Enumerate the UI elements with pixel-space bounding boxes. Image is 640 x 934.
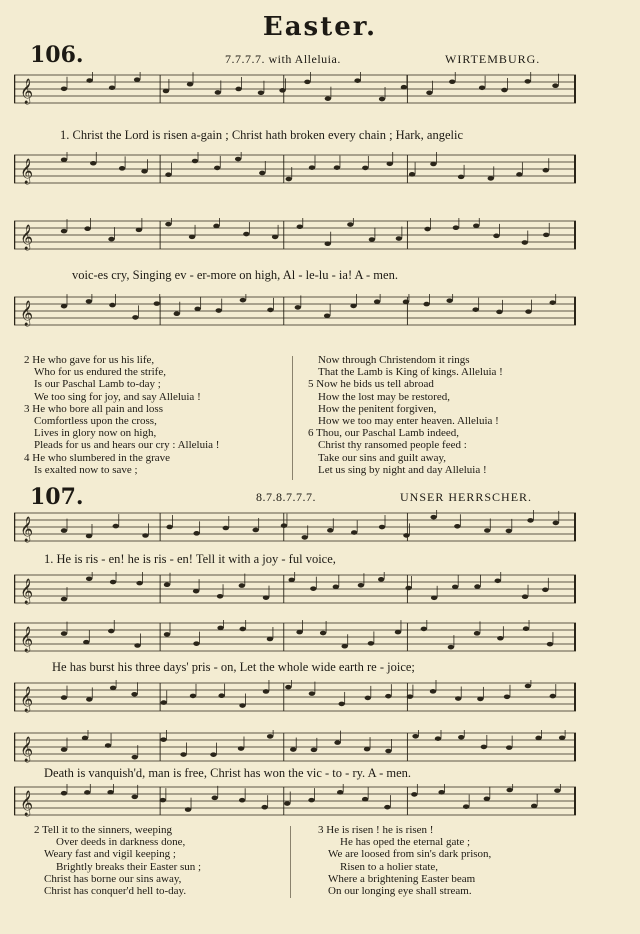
note-head [261,805,267,810]
verse-line: That the Lamb is King of kings. Alleluia ! [318,366,503,379]
verse-line: Lives in glory now on high, [34,427,157,440]
note-head [488,176,494,181]
note-head [354,78,360,83]
hymn-107-meter: 8.7.8.7.7.7. [256,490,316,504]
hymn-107-treble-staff-3 [14,730,576,764]
verse-line: Who for us endured the strife, [34,366,166,379]
verse-line: How the penitent forgiven, [318,402,437,415]
note-head [411,792,417,797]
note-head [131,692,137,697]
note-head [61,304,67,309]
note-head [358,583,364,588]
verse-line: We too sing for joy, and say Alleluia ! [34,390,201,403]
note-head [107,790,113,795]
note-head [302,535,308,540]
note-head [284,801,290,806]
note-head [327,528,333,533]
note-head [163,89,169,94]
note-head [405,586,411,591]
note-head [215,90,221,95]
verse-line: Christ thy ransomed people feed : [318,439,467,452]
verse-line: Risen to a holier state, [340,860,439,873]
clef-icon: 𝄞 [20,627,34,652]
note-head [160,737,166,742]
note-head [553,521,559,526]
note-head [84,790,90,795]
note-head [403,300,409,305]
note-head [423,302,429,307]
note-head [296,630,302,635]
note-head [501,88,507,93]
verse-line: He has oped the eternal gate ; [340,836,471,849]
note-head [531,804,537,809]
note-head [286,177,292,182]
note-head [401,85,407,90]
note-head [453,225,459,230]
note-head [542,588,548,593]
note-head [193,641,199,646]
note-head [238,746,244,751]
note-head [288,578,294,583]
hymn-106-tune: WIRTEMBURG. [445,52,541,66]
hymn-107-bass-staff-1 [14,572,576,606]
note-head [365,696,371,701]
note-head [119,166,125,171]
note-head [504,695,510,700]
note-head [479,86,485,91]
page-title: Easter. [262,12,378,42]
clef-icon: 𝄞 [20,737,34,762]
note-head [154,301,160,306]
note-head [364,747,370,752]
verse-divider [290,826,291,898]
note-head [185,807,191,812]
verse-line: 4 He who slumbered in the grave [24,451,171,464]
clef-icon: 𝄞 [20,517,34,542]
note-head [258,90,264,95]
note-head [338,702,344,707]
note-head [525,684,531,689]
note-head [109,303,115,308]
verse-line: 2 He who gave for us his life, [24,354,155,366]
note-head [113,524,119,529]
verse-line: 3 He who bore all pain and loss [24,402,163,415]
note-head [552,83,558,88]
note-head [217,594,223,599]
note-head [547,642,553,647]
note-head [252,528,258,533]
note-head [290,747,296,752]
note-head [310,586,316,591]
verse-line: 2 Tell it to the sinners, weeping [34,824,173,836]
note-head [214,166,220,171]
note-head [458,175,464,180]
note-head [324,313,330,318]
hymn-107-lyric-line-2: He has burst his three days' pris - on, Let the whole wide earth re - joice; [52,660,415,674]
verse-line: Take our sins and guilt away, [318,451,447,464]
note-head [263,689,269,694]
verse-line: Now through Christendom it rings [318,354,470,366]
note-head [134,643,140,648]
note-head [61,86,67,91]
clef-icon: 𝄞 [20,687,34,712]
note-head [559,735,565,740]
note-head [160,798,166,803]
note-head [189,235,195,240]
note-head [550,300,556,305]
note-head [448,645,454,650]
note-head [385,749,391,754]
note-head [190,694,196,699]
verse-line: How the lost may be restored, [318,390,450,403]
hymn-106-number: 106. [30,42,84,68]
note-head [458,735,464,740]
note-head [239,583,245,588]
note-head [554,788,560,793]
note-head [239,703,245,708]
note-head [267,637,273,642]
note-head [213,224,219,229]
note-head [86,78,92,83]
note-head [132,755,138,760]
note-head [473,223,479,228]
verse-line: 3 He is risen ! he is risen ! [318,824,434,836]
note-head [452,585,458,590]
note-head [61,157,67,162]
note-head [192,159,198,164]
verse-line: 5 Now he bids us tell abroad [308,378,434,391]
note-head [506,529,512,534]
note-head [407,694,413,699]
note-head [216,308,222,313]
note-head [110,580,116,585]
verse-line: 6 Thou, our Paschal Lamb indeed, [308,427,460,440]
note-head [61,747,67,752]
verse-line: Is our Paschal Lamb to-day ; [34,378,161,391]
note-head [217,626,223,631]
note-head [295,305,301,310]
hymn-106-treble-staff-2 [14,218,576,252]
note-head [141,169,147,174]
hymn-107-tune: UNSER HERRSCHER. [400,490,533,504]
note-head [239,798,245,803]
note-head [477,697,483,702]
note-head [523,626,529,631]
note-head [396,236,402,241]
note-head [82,736,88,741]
verse-line: Christ has borne our sins away, [44,872,182,885]
note-head [350,304,356,309]
note-head [193,589,199,594]
note-head [525,309,531,314]
note-head [438,790,444,795]
note-head [187,82,193,87]
note-head [84,226,90,231]
note-head [334,165,340,170]
hymn-106-meter: 7.7.7.7. with Alleluia. [225,52,341,66]
clef-icon: 𝄞 [20,791,34,816]
clef-icon: 𝄞 [20,579,34,604]
note-head [506,745,512,750]
note-head [180,752,186,757]
note-head [131,795,137,800]
note-head [403,533,409,538]
verse-line: Where a brightening Easter beam [328,872,476,885]
note-head [86,697,92,702]
hymn-106-bass-staff-1 [14,152,576,186]
note-head [325,241,331,246]
note-head [309,165,315,170]
note-head [165,222,171,227]
note-head [474,584,480,589]
note-head [267,308,273,313]
note-head [272,235,278,240]
note-head [136,228,142,233]
note-head [243,232,249,237]
note-head [61,631,67,636]
clef-icon: 𝄞 [20,159,34,184]
note-head [165,172,171,177]
note-head [86,299,92,304]
hymn-107-bass-staff-2 [14,680,576,714]
clef-icon: 𝄞 [20,79,34,104]
note-head [430,162,436,167]
note-head [240,298,246,303]
note-head [308,798,314,803]
note-head [496,310,502,315]
note-head [369,237,375,242]
note-head [522,594,528,599]
note-head [463,804,469,809]
note-head [543,233,549,238]
note-head [454,524,460,529]
verse-line: Brightly breaks their Easter sun ; [56,860,202,873]
hymn-106-lyric-line-2: voic-es cry, Singing ev - er-more on high, Al - le-lu - ia! A - men. [72,268,398,282]
verse-line: Let us sing by night and day Alleluia ! [318,463,487,476]
note-head [136,581,142,586]
hymn-106-treble-staff-1 [14,72,576,106]
note-head [218,693,224,698]
hymn-106-lyric-line-1: 1. Christ the Lord is risen a-gain ; Christ hath broken every chain ; Hark, angelic [60,128,464,142]
hymn-107-verses-right [318,824,491,897]
note-head [105,743,111,748]
note-head [426,90,432,95]
note-head [61,695,67,700]
verse-line: Comfortless upon the cross, [34,415,157,428]
note-head [61,791,67,796]
note-head [279,88,285,93]
note-head [484,796,490,801]
hymn-107-verses-left [34,824,201,897]
note-head [522,240,528,245]
note-head [193,531,199,536]
note-head [368,641,374,646]
note-head [395,630,401,635]
note-head [161,700,167,705]
note-head [409,172,415,177]
note-head [535,736,541,741]
verse-line: Weary fast and vigil keeping ; [44,848,176,861]
note-head [194,307,200,312]
note-head [385,694,391,699]
note-head [421,627,427,632]
note-head [497,636,503,641]
verse-line: Over deeds in darkness done, [56,836,186,849]
note-head [210,752,216,757]
note-head [435,736,441,741]
note-head [334,740,340,745]
note-head [374,299,380,304]
note-head [239,627,245,632]
note-head [259,171,265,176]
note-head [83,640,89,645]
note-head [235,87,241,92]
note-head [304,80,310,85]
note-head [223,526,229,531]
note-head [430,689,436,694]
note-head [311,748,317,753]
hymn-107-treble-staff-1 [14,510,576,544]
note-head [212,796,218,801]
verse-line: How we too may enter heaven. Alleluia ! [318,415,499,428]
note-head [61,528,67,533]
note-head [527,518,533,523]
note-head [164,582,170,587]
note-head [108,629,114,634]
clef-icon: 𝄞 [20,225,34,250]
note-head [379,97,385,102]
note-head [430,515,436,520]
hymn-107-lyric-line-1: 1. He is ris - en! he is ris - en! Tell it with a joy - ful voice, [44,552,336,566]
note-head [61,597,67,602]
note-head [174,311,180,316]
note-head [495,578,501,583]
hymn-106-verses-left [24,354,219,476]
note-head [285,685,291,690]
verse-line: On our longing eye shall stream. [328,885,472,898]
note-head [235,157,241,162]
note-head [325,96,331,101]
verse-line: Is exalted now to save ; [34,463,138,476]
note-head [263,595,269,600]
hymn-107-treble-staff-2 [14,620,576,654]
note-head [281,523,287,528]
note-head [525,79,531,84]
note-head [431,596,437,601]
note-head [320,631,326,636]
hymn-107-bass-staff-3 [14,784,576,818]
note-head [472,307,478,312]
note-head [351,530,357,535]
note-head [142,533,148,538]
note-head [132,315,138,320]
note-head [108,237,114,242]
note-head [337,790,343,795]
note-head [506,788,512,793]
verse-line: Pleads for us and hears our cry : Alleluia ! [34,439,220,452]
note-head [90,161,96,166]
note-head [543,168,549,173]
note-head [550,694,556,699]
note-head [474,631,480,636]
note-head [412,734,418,739]
verse-divider [292,356,293,480]
hymn-106-verses-right [308,354,503,476]
note-head [362,797,368,802]
note-head [424,227,430,232]
verse-line: We are loosed from sin's dark prison, [328,848,492,861]
note-head [341,644,347,649]
note-head [166,525,172,530]
note-head [347,222,353,227]
note-head [134,77,140,82]
verse-line: Christ has conquer'd hell to-day. [44,885,187,898]
note-head [449,79,455,84]
note-head [333,585,339,590]
note-head [387,162,393,167]
note-head [384,805,390,810]
hymn-106-bass-staff-2 [14,294,576,328]
note-head [86,576,92,581]
hymn-107-number: 107. [30,484,84,510]
note-head [379,525,385,530]
note-head [164,632,170,637]
hymn-107-lyric-line-3: Death is vanquish'd, man is free, Christ has won the vic - to - ry. A - men. [44,766,411,780]
note-head [309,691,315,696]
note-head [61,229,67,234]
note-head [484,528,490,533]
note-head [481,745,487,750]
note-head [446,298,452,303]
note-head [297,224,303,229]
note-head [110,686,116,691]
note-head [516,172,522,177]
note-head [493,234,499,239]
clef-icon: 𝄞 [20,301,34,326]
note-head [362,166,368,171]
note-head [455,696,461,701]
note-head [109,85,115,90]
note-head [86,534,92,539]
note-head [378,577,384,582]
note-head [267,734,273,739]
